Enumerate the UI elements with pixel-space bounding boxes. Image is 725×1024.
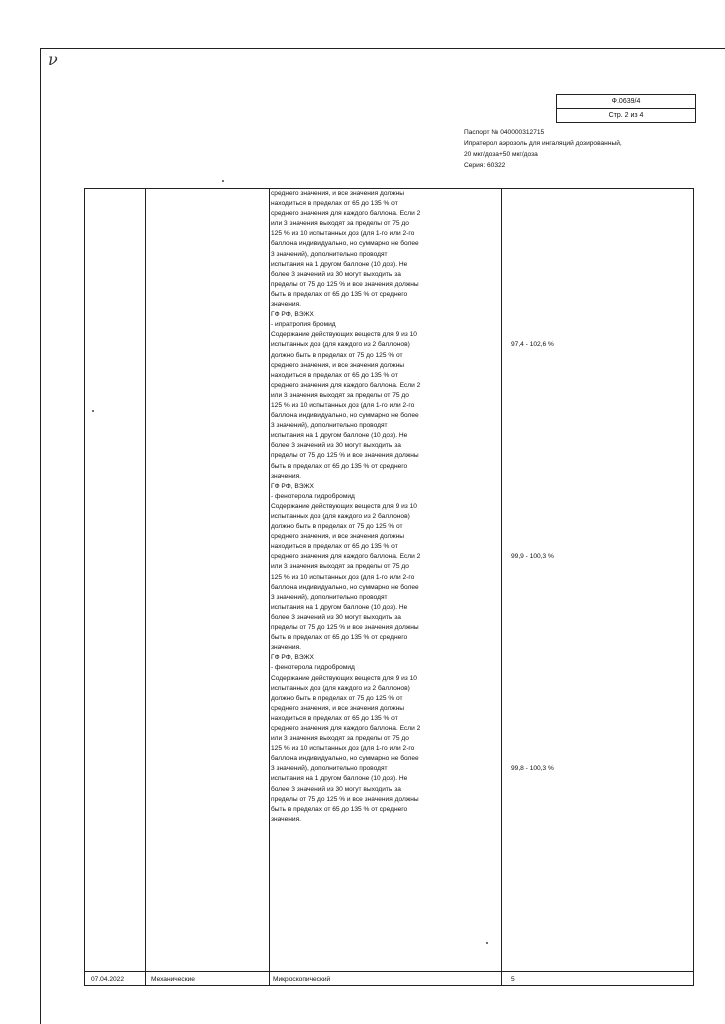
requirement-line: испытанных доз (для каждого из 2 баллонов) — [271, 513, 410, 520]
requirement-line: пределы от 75 до 125 % и все значения должны — [271, 280, 419, 288]
page-frame-top — [40, 48, 725, 49]
requirement-line: или 3 значения выходят за пределы от 75 до — [271, 391, 409, 399]
requirement-line: испытанных доз (для каждого из 2 баллонов) — [271, 341, 410, 349]
requirement-line: среднего значения, и все значения должны — [271, 704, 405, 712]
requirement-line: 125 % из 10 испытанных доз (для 1-го или 2-го — [271, 401, 415, 409]
requirement-line: 3 значений), дополнительно проводят — [271, 422, 388, 430]
requirement-line: значения. — [271, 472, 302, 480]
requirement-line: пределы от 75 до 125 % и все значения должны — [271, 452, 419, 460]
passport-block — [464, 127, 694, 171]
requirement-line: баллона индивидуально, но суммарно не более — [271, 412, 419, 420]
requirement-line: должно быть в пределах от 75 до 125 % от — [271, 523, 403, 531]
requirement-line: пределы от 75 до 125 % и все значения должны — [271, 624, 419, 632]
requirement-line: 125 % из 10 испытанных доз (для 1-го или 2-го — [271, 745, 415, 753]
requirement-line: среднего значения, и все значения должны — [271, 361, 405, 369]
page-frame-left — [40, 48, 41, 1024]
handwritten-check-mark: ν — [48, 50, 58, 69]
requirement-line: быть в пределах от 65 до 135 % от среднего — [271, 634, 408, 642]
requirement-line: испытания на 1 другом баллоне (10 доз). Не — [271, 775, 408, 783]
passport-number: Паспорт № 040000312715 — [464, 129, 545, 136]
scan-speck — [486, 942, 488, 944]
row-divider — [85, 971, 693, 972]
requirement-line: находиться в пределах от 65 до 135 % от — [271, 371, 398, 379]
requirement-line: быть в пределах от 65 до 135 % от среднего — [271, 462, 408, 470]
requirement-line: или 3 значения выходят за пределы от 75 до — [271, 563, 409, 571]
product-dose: 20 мкг/доза+50 мкг/доза — [464, 151, 538, 158]
scan-speck — [92, 410, 94, 412]
footer-result: 5 — [511, 976, 515, 983]
requirement-line: 3 значений), дополнительно проводят — [271, 765, 388, 773]
requirement-line: ГФ РФ, ВЭЖХ — [271, 654, 314, 662]
requirement-line: баллона индивидуально, но суммарно не более — [271, 755, 419, 763]
footer-date: 07.04.2022 — [91, 976, 125, 983]
requirement-line: 125 % из 10 испытанных доз (для 1-го или 2-го — [271, 230, 415, 238]
requirement-line: испытания на 1 другом баллоне (10 доз). Не — [271, 603, 408, 611]
requirement-line: Содержание действующих веществ для 9 из 10 — [271, 674, 417, 682]
requirement-line: среднего значения, и все значения должны — [271, 533, 405, 541]
requirement-line: испытания на 1 другом баллоне (10 доз). Не — [271, 260, 408, 268]
requirement-line: 3 значений), дополнительно проводят — [271, 593, 388, 601]
column-divider — [501, 189, 502, 985]
requirements-text — [271, 189, 499, 825]
form-code: Ф.0639/4 — [611, 98, 641, 105]
requirement-line: ГФ РФ, ВЭЖХ — [271, 482, 314, 490]
requirement-line: находиться в пределах от 65 до 135 % от — [271, 543, 398, 551]
requirement-line: должно быть в пределах от 75 до 125 % от — [271, 351, 403, 359]
requirement-line: значения. — [271, 815, 302, 823]
footer-category: Механические — [151, 976, 195, 983]
result-ipratropium: 97,4 - 102,6 % — [511, 341, 554, 348]
requirement-line: среднего значения для каждого баллона. Если 2 — [271, 724, 421, 732]
requirement-line: значения. — [271, 644, 302, 652]
requirement-line: - фенотерола гидробромид — [271, 492, 355, 500]
requirement-line: более 3 значений из 30 могут выходить за — [271, 442, 401, 450]
requirement-line: Содержание действующих веществ для 9 из 10 — [271, 331, 417, 339]
requirement-line: Содержание действующих веществ для 9 из 10 — [271, 502, 417, 510]
requirement-line: баллона индивидуально, но суммарно не более — [271, 583, 419, 591]
requirement-line: быть в пределах от 65 до 135 % от среднего — [271, 805, 408, 813]
requirement-line: более 3 значений из 30 могут выходить за — [271, 270, 401, 278]
requirement-line: - ипратропия бромид — [271, 321, 336, 329]
requirement-line: среднего значения для каждого баллона. Если 2 — [271, 381, 421, 389]
requirement-line: должно быть в пределах от 75 до 125 % от — [271, 694, 403, 702]
result-fenoterol-2: 99,8 - 100,3 % — [511, 765, 554, 772]
requirement-line: 125 % из 10 испытанных доз (для 1-го или 2-го — [271, 573, 415, 581]
requirement-line: значения. — [271, 301, 302, 309]
requirement-line: баллона индивидуально, но суммарно не более — [271, 240, 419, 248]
requirement-line: - фенотерола гидробромид — [271, 664, 355, 672]
requirement-line: или 3 значения выходят за пределы от 75 до — [271, 735, 409, 743]
page-number: Стр. 2 из 4 — [557, 108, 695, 122]
results-table — [84, 188, 694, 986]
column-divider — [145, 189, 146, 985]
product-name: Ипратерол аэрозоль для ингаляций дозированный, — [464, 140, 622, 147]
column-divider — [269, 189, 270, 985]
requirement-line: пределы от 75 до 125 % и все значения должны — [271, 795, 419, 803]
requirement-line: более 3 значений из 30 могут выходить за — [271, 785, 401, 793]
scan-speck — [222, 180, 224, 182]
requirement-line: или 3 значения выходят за пределы от 75 до — [271, 220, 409, 228]
requirement-line: 3 значений), дополнительно проводят — [271, 250, 388, 258]
requirement-line: находиться в пределах от 65 до 135 % от — [271, 200, 398, 208]
requirement-line: среднего значения, и все значения должны — [271, 190, 405, 197]
requirement-line: более 3 значений из 30 могут выходить за — [271, 613, 401, 621]
batch-number: Серия: 60322 — [464, 162, 506, 169]
requirement-line: ГФ РФ, ВЭЖХ — [271, 311, 314, 319]
requirement-line: среднего значения для каждого баллона. Если 2 — [271, 210, 421, 218]
requirement-line: находиться в пределах от 65 до 135 % от — [271, 714, 398, 722]
requirement-line: среднего значения для каждого баллона. Если 2 — [271, 553, 421, 561]
form-code-box — [556, 94, 696, 123]
requirement-line: испытания на 1 другом баллоне (10 доз). Не — [271, 432, 408, 440]
requirement-line: испытанных доз (для каждого из 2 баллонов) — [271, 684, 410, 692]
requirement-line: быть в пределах от 65 до 135 % от среднего — [271, 290, 408, 298]
result-fenoterol-1: 99,9 - 100,3 % — [511, 553, 554, 560]
footer-test: Микроскопический — [273, 976, 331, 983]
